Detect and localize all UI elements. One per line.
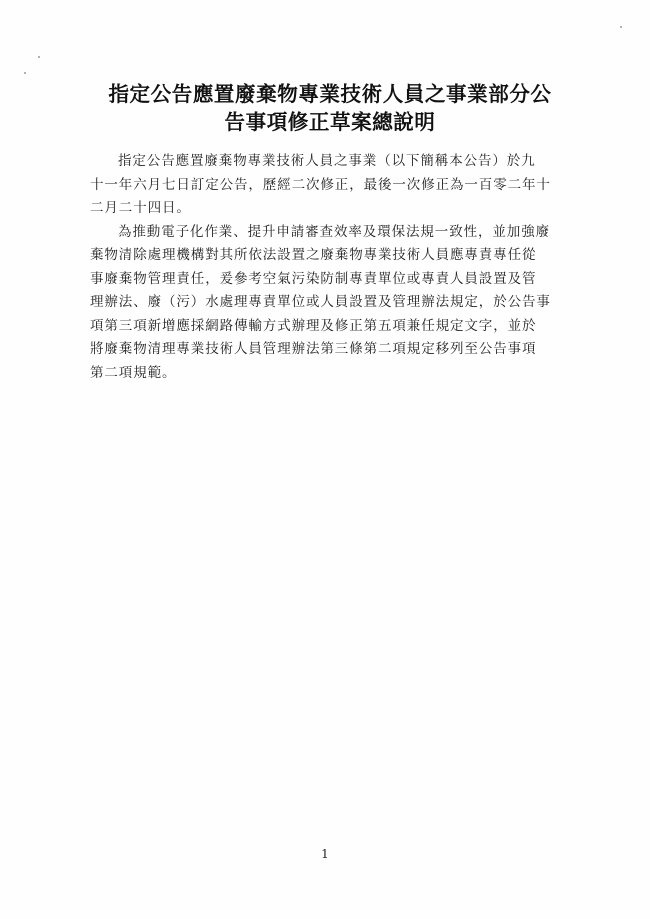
title-line: 告事項修正草案總說明 (224, 110, 436, 134)
paragraph-amendment (90, 221, 582, 386)
paragraph-line: 項第三項新增應採網路傳輸方式辦理及修正第五項兼任規定文字，並於 (90, 317, 537, 334)
document-body (90, 150, 582, 385)
title-line: 指定公告應置廢棄物專業技術人員之事業部分公 (108, 82, 552, 106)
paragraph-line: 理辦法、廢（污）水處理專責單位或人員設置及管理辦法規定，於公告事 (90, 294, 551, 310)
page-number: 1 (321, 847, 329, 861)
paragraph-line: 棄物清除處理機構對其所依法設置之廢棄物專業技術人員應專責專任從 (90, 247, 537, 263)
paragraph-line: 二月二十四日。 (90, 200, 191, 216)
scan-speck (620, 26, 622, 28)
paragraph-background (90, 150, 582, 221)
paragraph-line: 為推動電子化作業、提升申請審查效率及環保法規一致性，並加強廢 (118, 223, 550, 240)
paragraph-line: 事廢棄物管理責任，爰參考空氣污染防制專責單位或專責人員設置及管 (90, 270, 537, 287)
paragraph-line: 指定公告應置廢棄物專業技術人員之事業（以下簡稱本公告）於九 (118, 153, 536, 169)
scan-speck (38, 56, 40, 58)
document-title (90, 80, 570, 136)
paragraph-line: 將廢棄物清理專業技術人員管理辦法第三條第二項規定移列至公告事項 (90, 341, 537, 357)
paragraph-line: 十一年六月七日訂定公告，歷經二次修正，最後一次修正為一百零二年十 (90, 176, 551, 193)
paragraph-line: 第二項規範。 (90, 364, 177, 381)
scan-speck (24, 72, 26, 74)
